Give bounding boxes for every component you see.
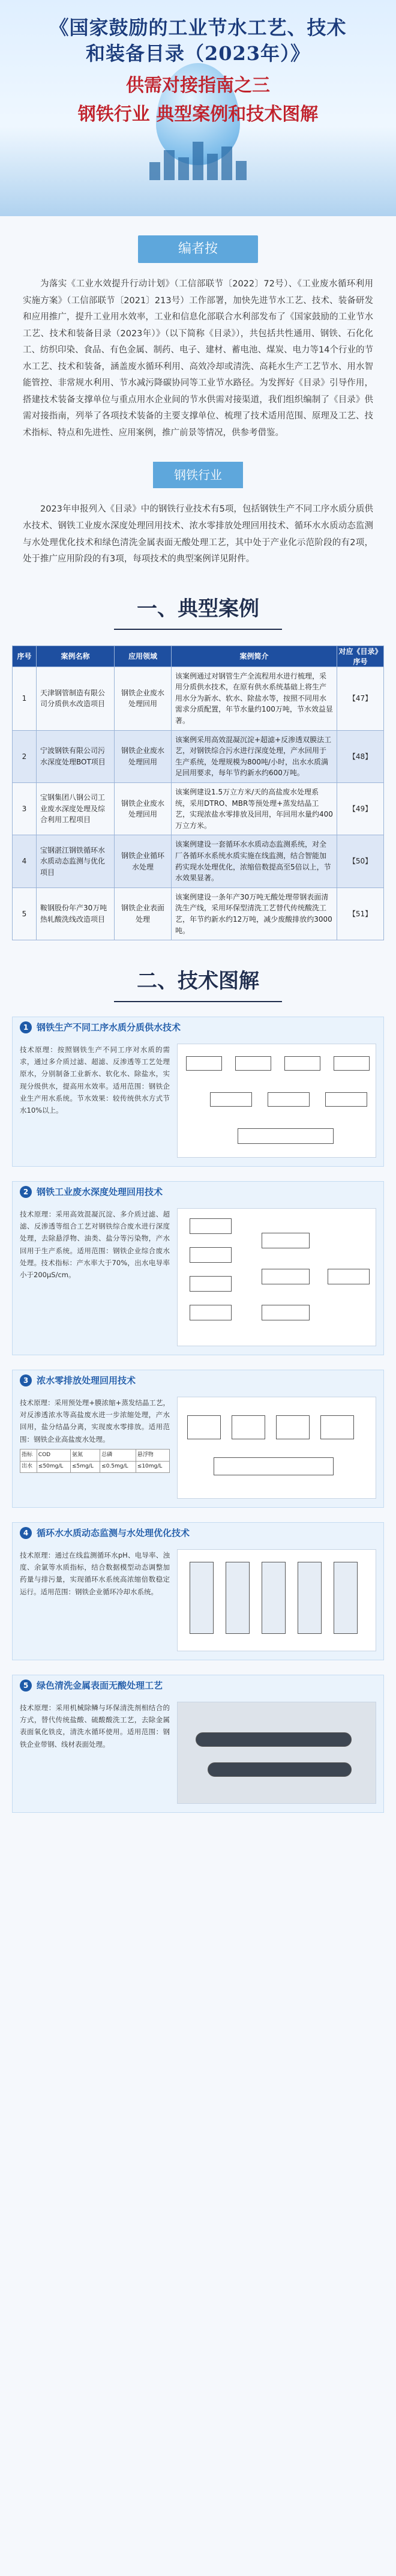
figure-number: 2 xyxy=(20,1186,32,1198)
cell-name: 宁波钢铁有限公司污水深度处理BOT项目 xyxy=(37,730,115,782)
figure-title xyxy=(13,1523,383,1543)
figure-text: 技术原理：通过在线监测循环水pH、电导率、浊度、余氯等水质指标，结合数据模型动态调整加药量与排污量，实现循环水系统高浓缩倍数稳定运行。适用范围：钢铁企业循环冷却水系统。 xyxy=(20,1551,170,1596)
diagram-block xyxy=(186,1056,222,1071)
cell-desc: 该案例建设1.5万立方米/天的高盐废水处理系统，采用DTRO、MBR等预处理+蒸发结晶工艺，实现浓盐水零排放及回用，年回用水量约400万立方米。 xyxy=(172,783,337,835)
diagram-block xyxy=(284,1056,320,1071)
cell-desc: 该案例采用高效混凝沉淀+超滤+反渗透双膜法工艺，对钢铁综合污水进行深度处理，产水回用于生产系统，处理规模为800吨/小时，出水水质满足回用要求，每年节约新水约600万吨。 xyxy=(172,730,337,782)
table-row xyxy=(13,835,384,887)
diagram-block xyxy=(238,1128,334,1144)
mini-col: 指标 xyxy=(20,1449,37,1462)
figures-heading-underline xyxy=(114,1001,282,1002)
figure-title xyxy=(13,1675,383,1696)
figure-title-text: 浓水零排放处理回用技术 xyxy=(37,1375,136,1386)
cell-desc: 该案例建设一条年产30万吨无酸处理带钢表面清洗生产线，采用环保型清洗工艺替代传统酸洗工艺，年节约新水约12万吨，减少废酸排放约3000吨。 xyxy=(172,887,337,940)
diagram-block xyxy=(190,1218,232,1234)
cell-desc: 该案例建设一套循环水水质动态监测系统，对全厂各循环水系统水质实施在线监测，结合智能加药实现水处理优化，浓缩倍数提高至5倍以上，节水效果显著。 xyxy=(172,835,337,887)
diagram-block xyxy=(328,1269,370,1284)
diagram-block xyxy=(210,1092,252,1107)
diagram-block xyxy=(320,1415,354,1439)
cases-heading: 一、典型案例 xyxy=(137,596,259,621)
cell-name: 宝钢湛江钢铁循环水水质动态监测与优化项目 xyxy=(37,835,115,887)
hero-subtitle: 供需对接指南之三 xyxy=(126,75,270,97)
diagram-block xyxy=(196,1732,352,1747)
cases-table xyxy=(12,646,384,940)
cell-no: 5 xyxy=(13,887,37,940)
mini-col: 悬浮物 xyxy=(136,1449,169,1462)
cell-no: 3 xyxy=(13,783,37,835)
diagram-block xyxy=(226,1562,250,1634)
cell-name: 天津钢管制造有限公司分质供水改造项目 xyxy=(37,667,115,730)
equipment-photo xyxy=(177,1549,376,1651)
figure-title xyxy=(13,1370,383,1391)
cell-ref: 【48】 xyxy=(337,730,384,782)
equipment-photo xyxy=(177,1702,376,1804)
col-name: 案例名称 xyxy=(37,646,115,667)
diagram-block xyxy=(334,1562,358,1634)
diagram-block xyxy=(268,1092,310,1107)
col-desc: 案例简介 xyxy=(172,646,337,667)
cell-field: 钢铁企业循环水处理 xyxy=(115,835,172,887)
cases-table-header xyxy=(13,646,384,667)
cell-name: 鞍钢股份年产30万吨热轧酸洗线改造项目 xyxy=(37,887,115,940)
mini-cell: ≤0.5mg/L xyxy=(100,1462,136,1473)
figure-title-text: 钢铁生产不同工序水质分质供水技术 xyxy=(37,1022,181,1033)
figure-text: 技术原理：采用高效混凝沉淀、多介质过滤、超滤、反渗透等组合工艺对钢铁综合废水进行深度处理，去除悬浮物、油类、盐分等污染物，产水回用于生产系统。适用范围：钢铁企业综合废水处理。技术指标：产水率大于70%，出水电导率小于200μS/cm。 xyxy=(20,1210,170,1279)
figures-heading: 二、技术图解 xyxy=(137,969,259,994)
figure-title-text: 循环水水质动态监测与水处理优化技术 xyxy=(37,1528,190,1539)
cell-field: 钢铁企业废水处理回用 xyxy=(115,667,172,730)
city-skyline-icon xyxy=(108,138,288,180)
diagram-block xyxy=(262,1233,310,1248)
diagram-block xyxy=(262,1562,286,1634)
col-field: 应用领域 xyxy=(115,646,172,667)
mini-cell: ≤5mg/L xyxy=(70,1462,100,1473)
cases-heading-underline xyxy=(114,629,282,630)
table-row xyxy=(13,887,384,940)
col-ref: 对应《目录》序号 xyxy=(337,646,384,667)
figure-title xyxy=(13,1017,383,1038)
figure-section xyxy=(12,1522,384,1660)
diagram-block xyxy=(334,1056,370,1071)
cell-ref: 【51】 xyxy=(337,887,384,940)
diagram-block xyxy=(298,1562,322,1634)
figure-title xyxy=(13,1182,383,1202)
cell-field: 钢铁企业废水处理回用 xyxy=(115,730,172,782)
diagram-block xyxy=(276,1415,310,1439)
diagram-block xyxy=(190,1247,232,1263)
cell-ref: 【49】 xyxy=(337,783,384,835)
figure-text: 技术原理：按照钢铁生产不同工序对水质的需求，通过多介质过滤、超滤、反渗透等工艺处理原水，分别制备工业新水、软化水、除盐水，实现分级供水，提高用水效率。适用范围：钢铁企业生产用水系统。节水效果：较传统供水方式节水10%以上。 xyxy=(20,1045,170,1114)
cell-ref: 【50】 xyxy=(337,835,384,887)
figure-text: 技术原理：采用预处理+膜浓缩+蒸发结晶工艺，对反渗透浓水等高盐废水进一步浓缩处理，产水回用，盐分结晶分离，实现废水零排放。适用范围：钢铁企业高盐废水处理。 xyxy=(20,1398,170,1444)
process-diagram xyxy=(177,1397,376,1499)
cell-field: 钢铁企业表面处理 xyxy=(115,887,172,940)
cell-name: 宝钢集团八钢公司工业废水深度处理及综合利用工程项目 xyxy=(37,783,115,835)
figure-section xyxy=(12,1017,384,1167)
cell-no: 2 xyxy=(13,730,37,782)
table-row xyxy=(13,667,384,730)
diagram-block xyxy=(262,1305,310,1320)
mini-cell: ≤50mg/L xyxy=(37,1462,70,1473)
hero-topic: 钢铁行业 典型案例和技术图解 xyxy=(77,104,319,125)
col-no: 序号 xyxy=(13,646,37,667)
process-diagram xyxy=(177,1208,376,1346)
cell-desc: 该案例通过对钢管生产全流程用水进行梳理，采用分质供水技术，在原有供水系统基础上将生产用水分为新水、软水、除盐水等，按照不同用水需求分质配置，年节水量约100万吨，节水效益显著。 xyxy=(172,667,337,730)
mini-col: COD xyxy=(37,1449,70,1462)
table-row xyxy=(13,783,384,835)
mini-col: 总磷 xyxy=(100,1449,136,1462)
figure-number: 1 xyxy=(20,1021,32,1033)
hero-title-line2: 和装备目录（2023年）》 xyxy=(85,42,311,65)
figure-number: 5 xyxy=(20,1680,32,1692)
figure-text: 技术原理：采用机械除鳞与环保清洗剂相结合的方式，替代传统盐酸、硫酸酸洗工艺，去除金属表面氧化铁皮，清洗水循环使用。适用范围：钢铁企业带钢、线材表面处理。 xyxy=(20,1704,170,1749)
figure-title-text: 钢铁工业废水深度处理回用技术 xyxy=(37,1187,163,1198)
diagram-block xyxy=(325,1092,367,1107)
diagram-block xyxy=(190,1276,232,1292)
diagram-block xyxy=(262,1269,310,1284)
figure-section xyxy=(12,1675,384,1813)
figure-title-text: 绿色清洗金属表面无酸处理工艺 xyxy=(37,1680,163,1692)
hero-banner xyxy=(0,0,396,216)
diagram-block xyxy=(235,1056,271,1071)
cell-field: 钢铁企业废水处理回用 xyxy=(115,783,172,835)
effluent-table xyxy=(20,1449,170,1474)
diagram-block xyxy=(190,1305,232,1320)
figure-section xyxy=(12,1181,384,1355)
figure-section xyxy=(12,1370,384,1508)
cell-ref: 【47】 xyxy=(337,667,384,730)
figure-number: 4 xyxy=(20,1527,32,1539)
diagram-block xyxy=(232,1415,265,1439)
mini-cell: 出水 xyxy=(20,1462,37,1473)
steel-intro-text: 2023年申报列入《目录》中的钢铁行业技术有5项，包括钢铁生产不同工序水质分质供水技术、钢铁工业废水深度处理回用技术、浓水零排放处理回用技术、循环水水质动态监测与水处理优化技术和绿色清洗金属表面无酸处理工艺，其中处于产业化示范阶段的有2项，处于推广应用阶段的有3项，每项技术的典型案例详见附件。 xyxy=(23,504,373,564)
diagram-block xyxy=(214,1457,334,1475)
diagram-block xyxy=(208,1762,352,1777)
editor-note-tag: 编者按 xyxy=(138,235,258,263)
diagram-block xyxy=(190,1562,214,1634)
steel-industry-tag: 钢铁行业 xyxy=(153,462,243,488)
cell-no: 4 xyxy=(13,835,37,887)
mini-col: 氨氮 xyxy=(70,1449,100,1462)
process-diagram xyxy=(177,1044,376,1158)
diagram-block xyxy=(187,1415,221,1439)
figure-number: 3 xyxy=(20,1374,32,1386)
mini-cell: ≤10mg/L xyxy=(136,1462,169,1473)
cell-no: 1 xyxy=(13,667,37,730)
table-row xyxy=(13,730,384,782)
hero-title-line1: 《国家鼓励的工业节水工艺、技术 xyxy=(49,16,347,39)
editor-note-text: 为落实《工业水效提升行动计划》（工信部联节〔2022〕72号）、《工业废水循环利用实施方案》（工信部联节〔2021〕213号）工作部署，加快先进节水工艺、技术、装备研发和应用推广，提升工业用水效率，工业和信息化部联合水利部发布了《国家鼓励的工业节水工艺、技术和装备目录（2023年）》（以下简称《目录》），共包括共性通用、钢铁、石化化工、纺织印染、食品、有色金属、制药、电子、建材、蓄电池、煤炭、电力等14个行业的节水工艺、技术和装备，涵盖废水循环利用、高效冷却或清洗、高耗水生产工艺节水、用水智能管控、非常规水利用、节水减污降碳协同等工业节水路径。为发挥好《目录》引导作用，搭建技术装备支撑单位与重点用水企业间的节水供需对接渠道，我们组织编制了《目录》供需对接指南，列举了各项技术装备的主要支撑单位、梳理了技术适用范围、原理及工艺、技术指标、特点和先进性、应用案例，推广前景等情况，供参考借鉴。 xyxy=(23,279,373,438)
